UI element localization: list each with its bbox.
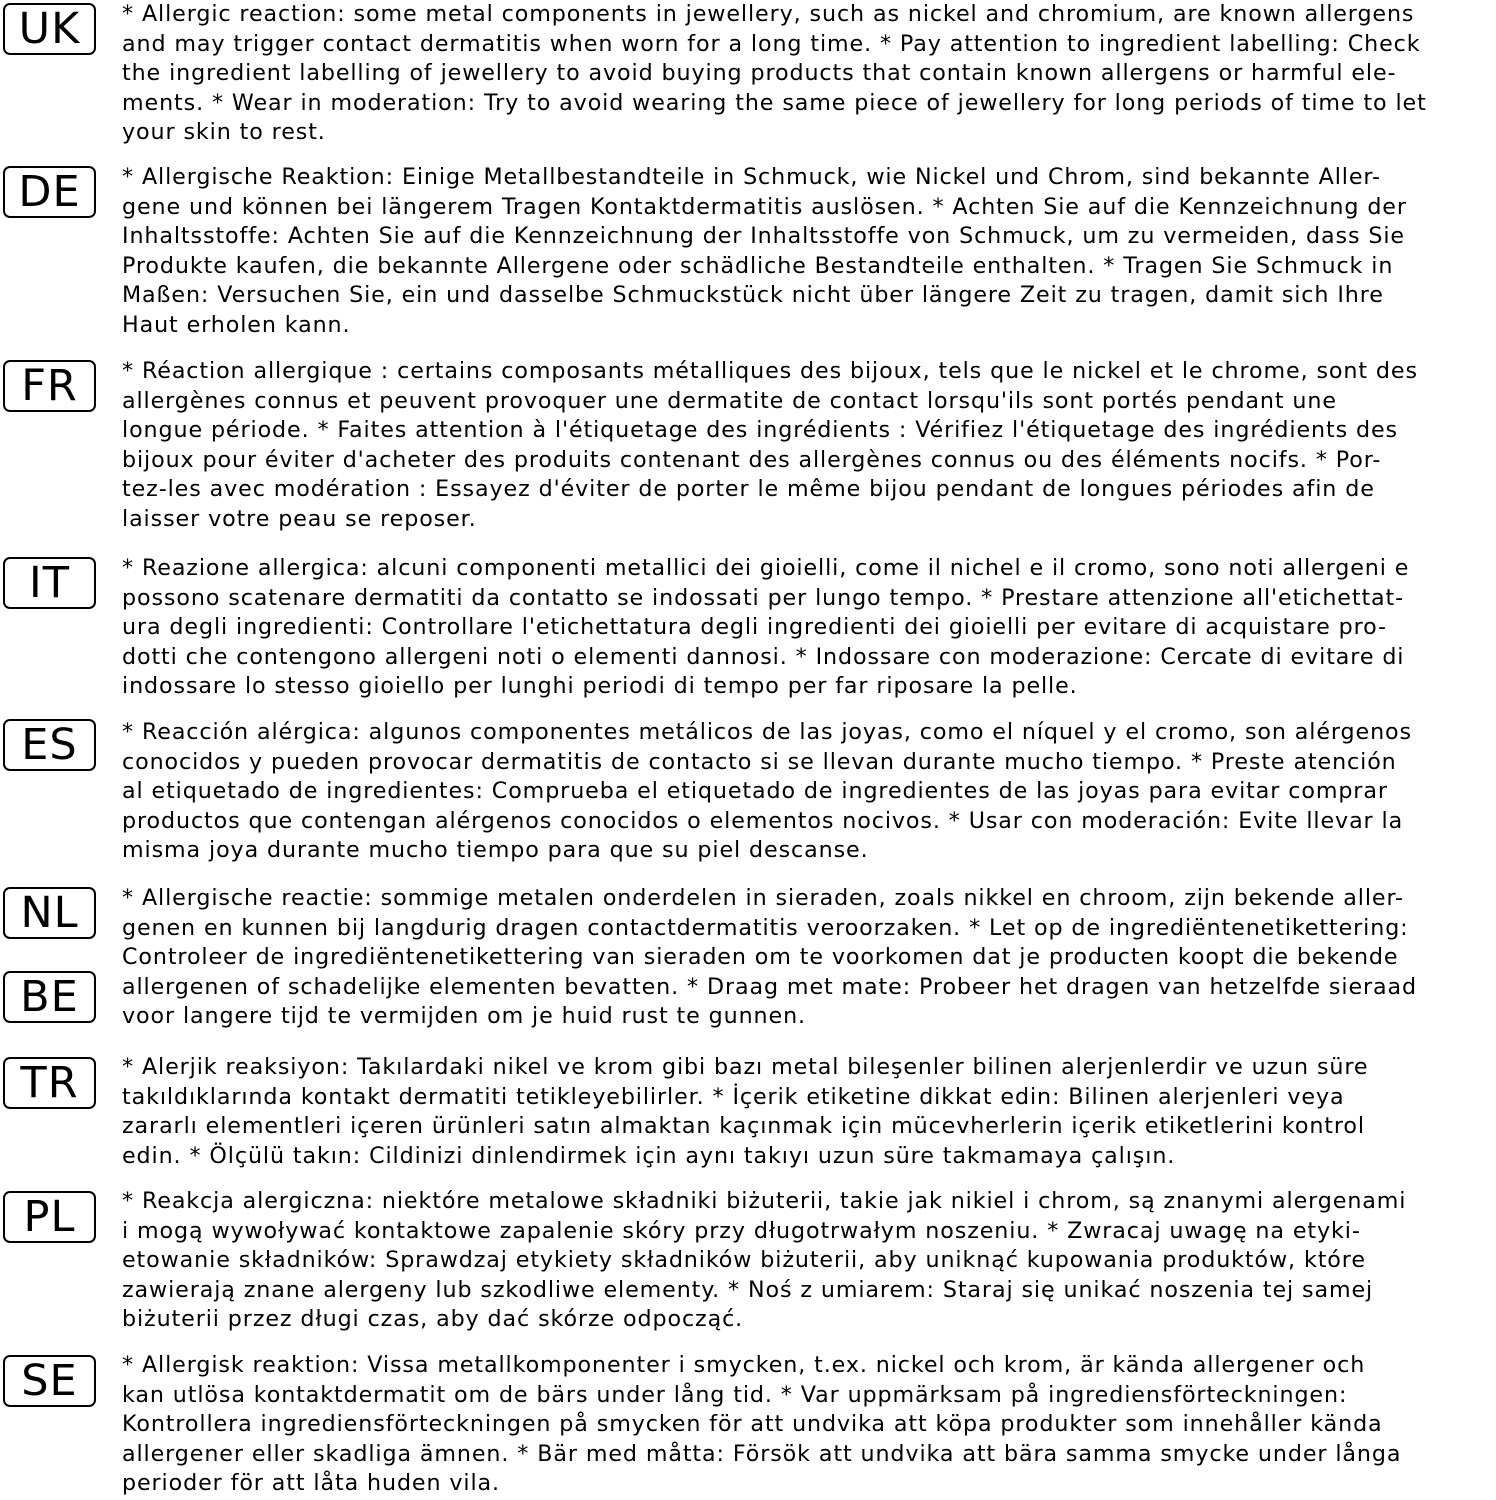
language-badge-pl: PL [3,1191,96,1243]
text-line: Haut erholen kann. [122,311,351,338]
language-badge-se: SE [3,1355,96,1407]
text-line: productos que contengan alérgenos conocidos o elementos nocivos. * Usar con moderación: Evite llevar la [122,807,1404,834]
paragraph-nl-be [122,884,1494,1032]
text-line: tez-les avec modération : Essayez d'éviter de porter le même bijou pendant de longues périodes afin de [122,476,1375,502]
text-line: longue période. * Faites attention à l'étiquetage des ingrédients : Vérifiez l'étiquetage des ingrédients des [122,417,1398,443]
text-line: dotti che contengono allergeni noti o elementi dannosi. * Indossare con moderazione: Cercate di evitare di [122,643,1405,670]
text-line: ments. * Wear in moderation: Try to avoid wearing the same piece of jewellery for long periods of time to let [122,89,1427,116]
text-line: and may trigger contact dermatitis when worn for a long time. * Pay attention to ingredient labelling: Check [122,30,1421,57]
paragraph-uk [122,0,1494,148]
text-line: allergenen of schadelijke elementen bevatten. * Draag met mate: Probeer het dragen van hetzelfde sieraad [122,973,1417,1000]
text-line: * Reakcja alergiczna: niektóre metalowe składniki biżuterii, takie jak nikiel i chrom, są znanymi alergenami [122,1188,1407,1214]
text-line: Inhaltsstoffe: Achten Sie auf die Kennzeichnung der Inhaltsstoffe von Schmuck, um zu vermeiden, dass Sie [122,223,1405,249]
text-line: biżuterii przez długi czas, aby dać skórze odpocząć. [122,1306,744,1332]
text-line: possono scatenare dermatiti da contatto se indossati per lungo tempo. * Prestare attenzione all'etichettat- [122,584,1405,611]
text-line: bijoux pour éviter d'acheter des produits contenant des allergènes connus ou des éléments nocifs. * Por- [122,446,1382,473]
text-line: kan utlösa kontaktdermatit om de bärs under lång tid. * Var uppmärksam på ingrediensförteckningen: [122,1381,1348,1408]
text-line: * Allergische reactie: sommige metalen onderdelen in sieraden, zoals nikkel en chroom, zijn bekende aller- [122,885,1404,911]
text-line: * Allergic reaction: some metal components in jewellery, such as nickel and chromium, are known allergens [122,1,1415,27]
language-badge-it: IT [3,557,96,609]
paragraph-fr [122,357,1494,534]
paragraph-it [122,554,1494,702]
text-line: allergènes connus et peuvent provoquer une dermatite de contact lorsqu'ils sont portés pendant une [122,387,1337,414]
paragraph-se [122,1351,1494,1499]
paragraph-tr [122,1053,1494,1171]
text-line: genen en kunnen bij langdurig dragen contactdermatitis veroorzaken. * Let op de ingrediëntenetikettering: [122,914,1409,941]
text-line: laisser votre peau se reposer. [122,505,477,532]
text-line: etowanie składników: Sprawdzaj etykiety składników biżuterii, aby uniknąć kupowania produktów, które [122,1247,1366,1273]
text-line: takıldıklarında kontakt dermatiti tetikleyebilirler. * İçerik etiketine dikkat edin: Bilinen alerjenleri veya [122,1083,1345,1110]
text-line: i mogą wywoływać kontaktowe zapalenie skóry przy długotrwałym noszeniu. * Zwracaj uwagę na etyki- [122,1217,1361,1244]
text-line: misma joya durante mucho tiempo para que su piel descanse. [122,837,869,863]
text-line: ura degli ingredienti: Controllare l'etichettatura degli ingredienti dei gioielli per evitare di acquistare pro- [122,614,1387,640]
text-line: perioder för att låta huden vila. [122,1470,501,1496]
paragraph-pl [122,1187,1494,1335]
language-badge-nl: NL [3,887,96,939]
text-line: * Allergisk reaktion: Vissa metallkomponenter i smycken, t.ex. nickel och krom, är kända allergener och [122,1352,1366,1378]
language-badge-de: DE [3,166,96,218]
text-line: * Allergische Reaktion: Einige Metallbestandteile in Schmuck, wie Nickel und Chrom, sind bekannte Aller- [122,164,1381,190]
text-line: Maßen: Versuchen Sie, ein und dasselbe Schmuckstück nicht über längere Zeit zu tragen, damit sich Ihre [122,282,1384,308]
text-line: * Alerjik reaksiyon: Takılardaki nikel ve krom gibi bazı metal bileşenler bilinen alerjenlerdir ve uzun süre [122,1054,1369,1080]
text-line: zararlı elementleri içeren ürünleri satın almaktan kaçınmak için mücevherlerin içerik etiketlerini kontrol [122,1113,1365,1139]
language-badge-fr: FR [3,360,96,412]
text-line: zawierają znane alergeny lub szkodliwe elementy. * Noś z umiarem: Staraj się unikać noszenia tej samej [122,1276,1374,1303]
text-line: indossare lo stesso gioiello per lunghi periodi di tempo per far riposare la pelle. [122,673,1078,699]
text-line: edin. * Ölçülü takın: Cildinizi dinlendirmek için aynı takıyı uzun süre takmamaya çalışın. [122,1142,1176,1169]
paragraph-de [122,163,1494,340]
paragraph-es [122,718,1494,866]
language-badge-tr: TR [3,1057,96,1109]
text-line: conocidos y pueden provocar dermatitis de contacto si se llevan durante mucho tiempo. * Preste atención [122,748,1397,775]
text-line: * Réaction allergique : certains composants métalliques des bijoux, tels que le nickel et le chrome, sont des [122,358,1418,384]
text-line: gene und können bei längerem Tragen Kontaktdermatitis auslösen. * Achten Sie auf die Kennzeichnung der [122,193,1407,220]
text-line: allergener eller skadliga ämnen. * Bär med måtta: Försök att undvika att bära samma smycke under långa [122,1440,1402,1467]
text-line: the ingredient labelling of jewellery to avoid buying products that contain known allergens or harmful ele- [122,60,1397,86]
language-badge-uk: UK [3,3,96,55]
text-line: Controleer de ingrediëntenetikettering van sieraden om te voorkomen dat je producten koopt die bekende [122,944,1399,970]
text-line: * Reacción alérgica: algunos componentes metálicos de las joyas, como el níquel y el cromo, son alérgenos [122,719,1412,745]
text-line: Kontrollera ingrediensförteckningen på smycken för att undvika att köpa produkter som innehåller kända [122,1411,1383,1437]
text-line: your skin to rest. [122,119,326,145]
text-line: Produkte kaufen, die bekannte Allergene oder schädliche Bestandteile enthalten. * Tragen Sie Schmuck in [122,252,1394,279]
language-badge-be: BE [3,971,96,1023]
language-badge-es: ES [3,719,96,771]
text-line: * Reazione allergica: alcuni componenti metallici dei gioielli, come il nichel e il cromo, sono noti allergeni e [122,555,1410,581]
text-line: al etiquetado de ingredientes: Comprueba el etiquetado de ingredientes de las joyas para evitar comprar [122,778,1388,804]
text-line: voor langere tijd te vermijden om je huid rust te gunnen. [122,1003,806,1029]
